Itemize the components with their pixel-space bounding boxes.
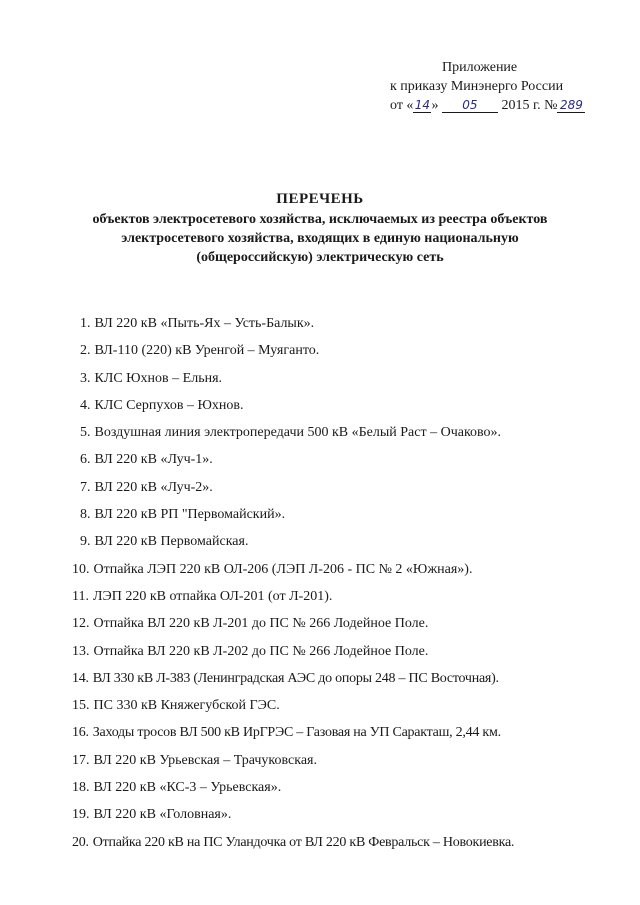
item-number: 16. [72, 725, 89, 741]
item-number: 12. [72, 616, 90, 632]
item-number: 10. [72, 561, 90, 577]
doc-number-handwritten: 289 [557, 98, 585, 113]
date-mid: » [431, 98, 439, 113]
item-text: ВЛ-110 (220) кВ Уренгой – Муяганто. [94, 343, 320, 359]
document-title [60, 190, 580, 267]
list-item [80, 392, 620, 419]
item-number: 18. [72, 780, 90, 796]
object-list [72, 310, 620, 856]
item-number: 8. [80, 507, 91, 523]
item-text: ВЛ 220 кВ «КС-3 – Урьевская». [93, 780, 282, 796]
item-text: Заходы тросов ВЛ 500 кВ ИрГРЭС – Газовая на УП Саракташ, 2,44 км. [92, 725, 501, 741]
list-item [80, 528, 620, 555]
list-item [80, 310, 620, 337]
list-item [72, 692, 620, 719]
item-number: 13. [72, 643, 90, 659]
item-text: Воздушная линия электропередачи 500 кВ «Белый Раст – Очаково». [94, 425, 502, 441]
item-text: ЛЭП 220 кВ отпайка ОЛ-201 (от Л-201). [92, 588, 333, 604]
appendix-header [390, 58, 620, 115]
list-item [72, 774, 620, 801]
list-item [72, 719, 620, 746]
item-text: Отпайка ВЛ 220 кВ Л-202 до ПС № 266 Лодейное Поле. [93, 643, 429, 659]
item-number: 1. [80, 316, 91, 331]
title-line: объектов электросетевого хозяйства, исключаемых из реестра объектов [92, 212, 548, 227]
date-month-handwritten: 05 [442, 98, 498, 113]
item-number: 14. [72, 670, 89, 686]
date-day-handwritten: 14 [414, 98, 431, 112]
date-year: 2015 г. № [501, 98, 558, 113]
item-text: Отпайка 220 кВ на ПС Уландочка от ВЛ 220 кВ Февральск – Новокиевка. [92, 834, 515, 850]
item-number: 7. [80, 479, 91, 495]
item-number: 11. [72, 588, 89, 604]
item-number: 5. [80, 425, 91, 441]
item-text: ВЛ 220 кВ Урьевская – Трачуковская. [93, 752, 317, 768]
list-item [72, 583, 620, 610]
title-line: электросетевого хозяйства, входящих в единую национальную [121, 231, 519, 246]
list-item [80, 446, 620, 473]
list-item [72, 638, 620, 665]
list-item [80, 501, 620, 528]
list-item [80, 474, 620, 501]
item-text: КЛС Юхнов – Ельня. [94, 370, 223, 386]
list-item [72, 610, 620, 637]
list-item [72, 556, 620, 583]
title-line: (общероссийскую) электрическую сеть [196, 250, 444, 265]
date-prefix: от « [390, 98, 414, 113]
appendix-label: Приложение [442, 60, 518, 75]
item-text: Отпайка ВЛ 220 кВ Л-201 до ПС № 266 Лодейное Поле. [93, 616, 429, 632]
item-text: ВЛ 220 кВ РП "Первомайский». [94, 507, 286, 523]
list-item [80, 365, 620, 392]
item-text: ВЛ 220 кВ «Луч-2». [94, 479, 213, 495]
item-number: 2. [80, 343, 91, 359]
item-number: 20. [72, 834, 89, 850]
item-number: 9. [80, 534, 91, 550]
item-text: ВЛ 220 кВ «Луч-1». [94, 452, 213, 468]
item-number: 3. [80, 370, 91, 386]
title-heading: ПЕРЕЧЕНЬ [276, 191, 364, 207]
item-text: КЛС Серпухов – Юхнов. [94, 397, 244, 413]
item-text: ВЛ 330 кВ Л-383 (Ленинградская АЭС до опоры 248 – ПС Восточная). [92, 670, 499, 686]
item-text: ПС 330 кВ Княжегубской ГЭС. [93, 698, 280, 714]
item-number: 6. [80, 452, 91, 468]
list-item [80, 419, 620, 446]
list-item [72, 747, 620, 774]
item-text: ВЛ 220 кВ Первомайская. [94, 534, 249, 550]
item-number: 4. [80, 397, 91, 413]
list-item [72, 829, 620, 856]
item-text: ВЛ 220 кВ «Головная». [93, 807, 232, 823]
item-text: ВЛ 220 кВ «Пыть-Ях – Усть-Балык». [94, 316, 315, 331]
item-text: Отпайка ЛЭП 220 кВ ОЛ-206 (ЛЭП Л-206 - ПС № 2 «Южная»). [93, 561, 473, 577]
list-item [72, 801, 620, 828]
list-item [72, 665, 620, 692]
item-number: 19. [72, 807, 90, 823]
item-number: 15. [72, 698, 90, 714]
appendix-date-line [390, 96, 620, 115]
list-item [80, 337, 620, 364]
item-number: 17. [72, 752, 90, 768]
appendix-order-ref: к приказу Минэнерго России [390, 79, 564, 94]
